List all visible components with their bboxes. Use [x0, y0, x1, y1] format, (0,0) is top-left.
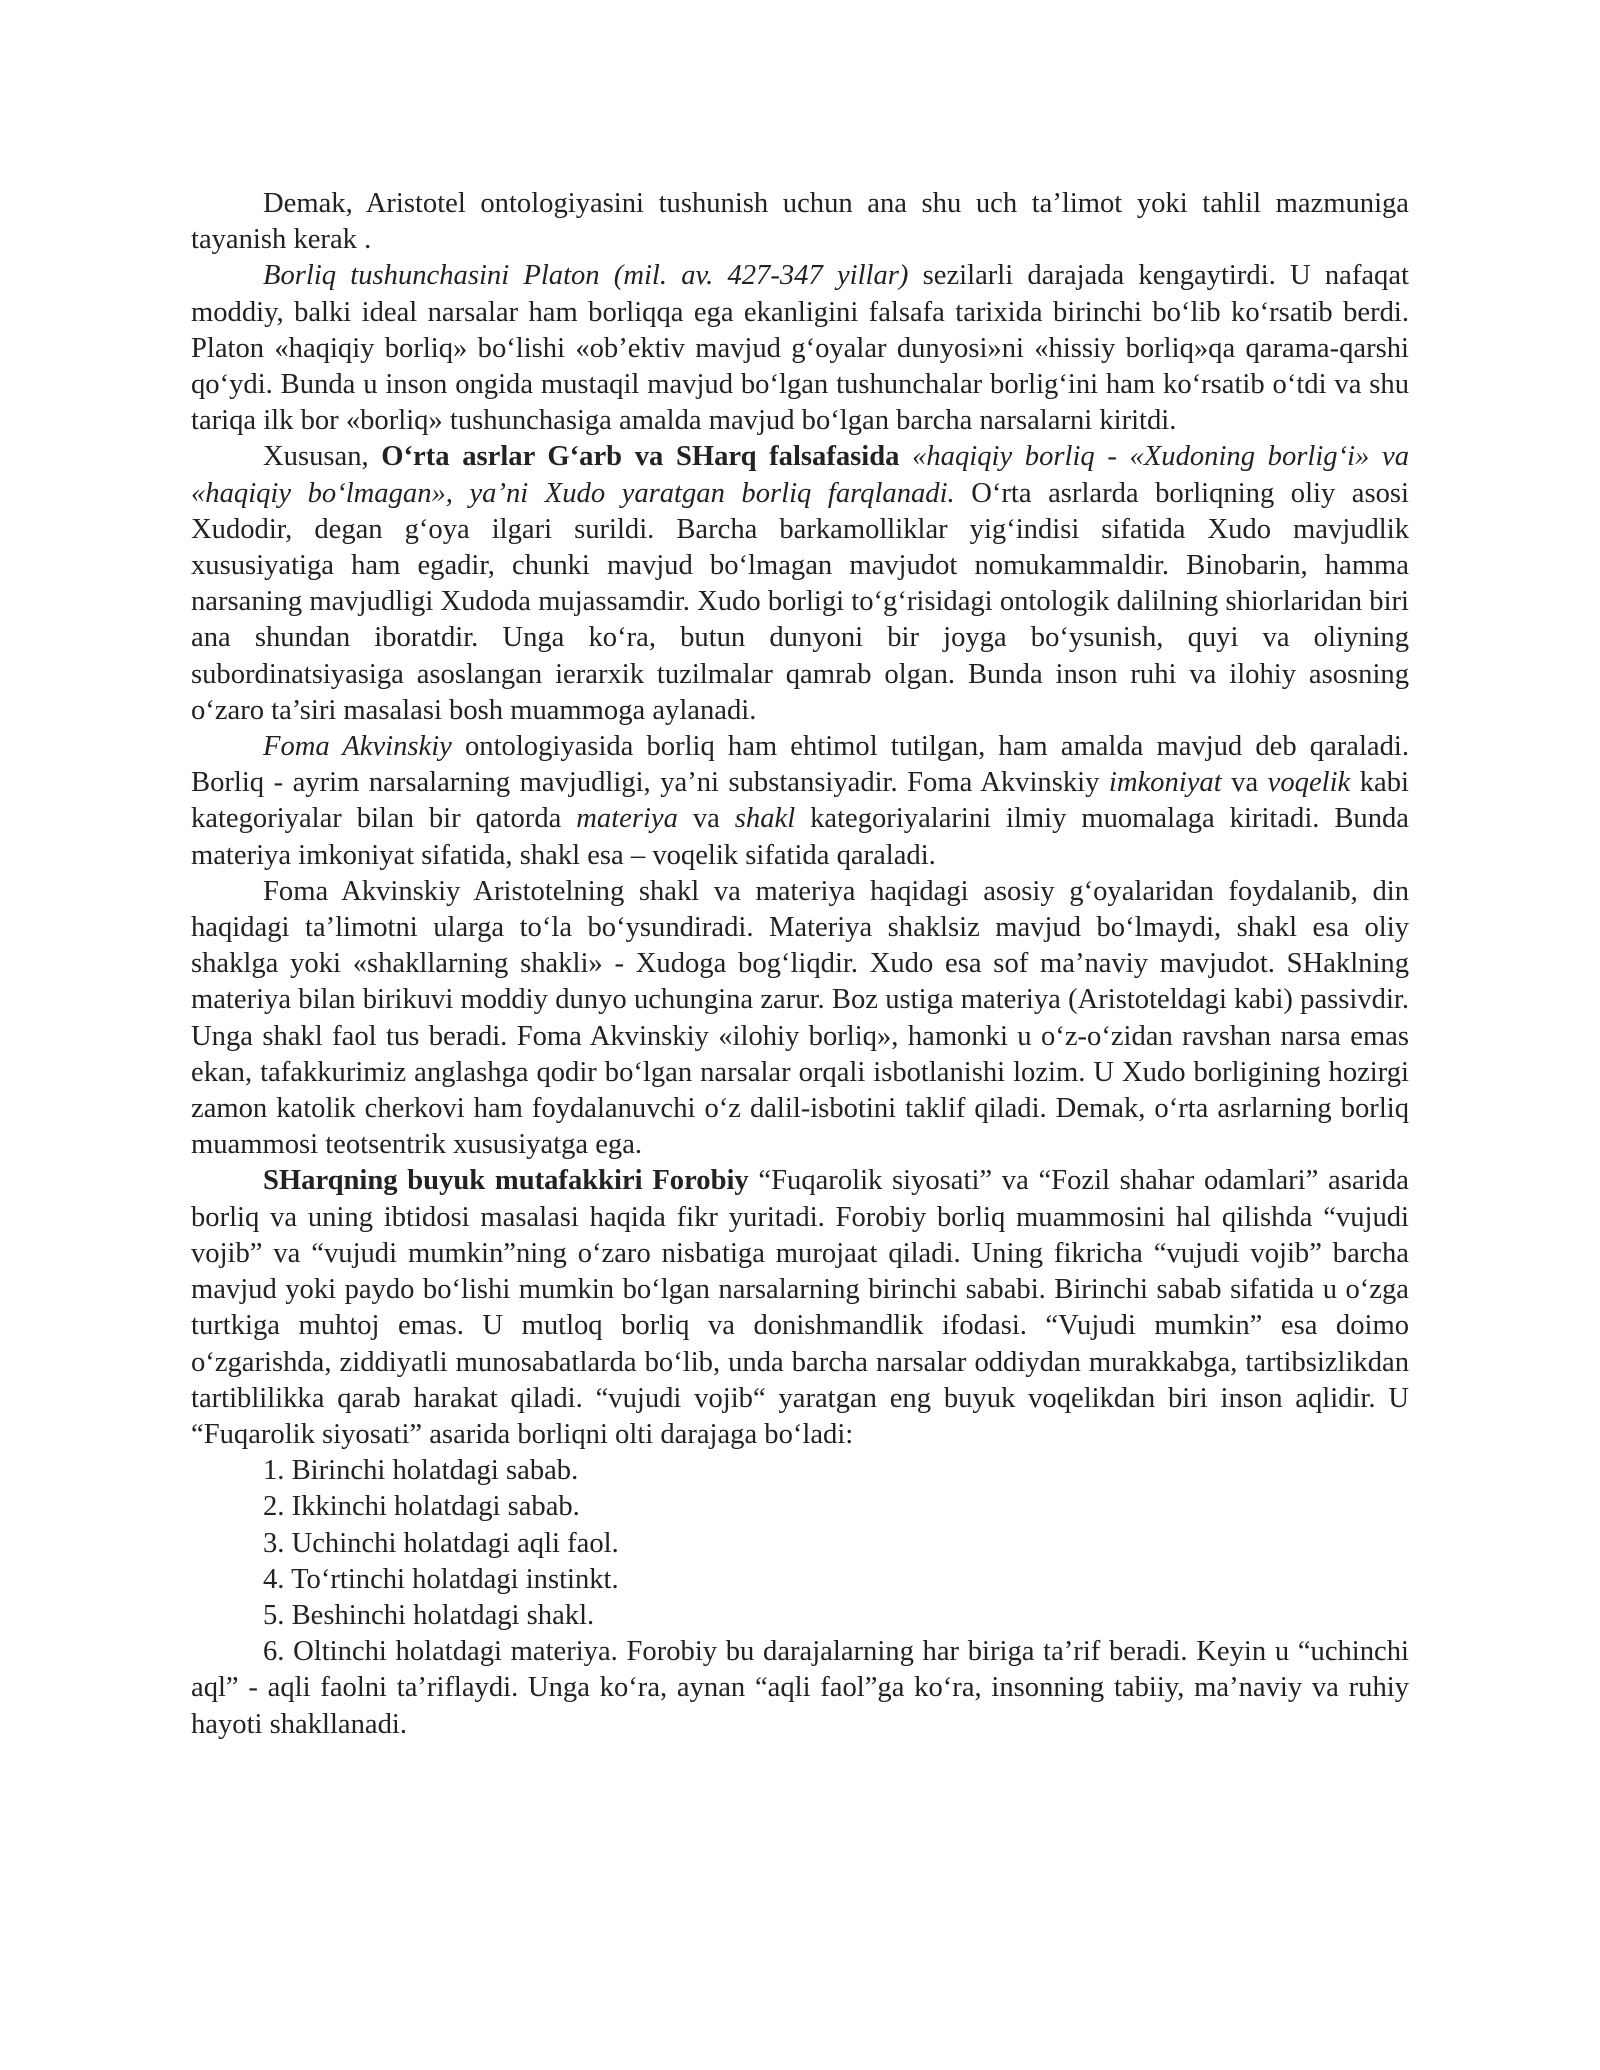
- italic-text: Foma Akvinskiy: [263, 731, 452, 763]
- list-item: 1. Birinchi holatdagi sabab.: [263, 1455, 579, 1487]
- list-item: 2. Ikkinchi holatdagi sabab.: [263, 1491, 580, 1523]
- text-run: sezilarli darajada kengaytirdi. U nafaqat moddiy, balki ideal narsalar ham borliqqa ega ekanligini falsafa tarixida birinchi bo‘lib ko‘rsatib berdi. Platon «haqiqiy borliq» bo‘lishi «ob’ektiv mavjud g‘oyalar dunyosi»ni «hissiy borliq»qa qarama-qarshi qo‘ydi. Bunda u inson ongida mustaqil mavjud bo‘lgan tushunchalar borlig‘ini ham ko‘rsatib o‘tdi va shu tariqa ilk bor «borliq» tushunchasiga amalda mavjud bo‘lgan barcha narsalarni kiritdi.: [191, 260, 1409, 437]
- text-run: kabi kategoriyalar bilan bir qatorda: [191, 767, 1409, 835]
- italic-text: «haqiqiy borliq - «Xudoning borlig‘i» va «haqiqiy bo‘lmagan», ya’ni Xudo yaratgan borliq farqlanadi.: [191, 441, 1409, 509]
- paragraph: [191, 439, 1409, 729]
- bold-text: O‘rta asrlar G‘arb va SHarq falsafasida: [381, 441, 900, 473]
- text-run: va: [677, 803, 735, 835]
- bold-text: SHarqning buyuk mutafakkiri Forobiy: [263, 1165, 749, 1197]
- text-run: [899, 441, 912, 472]
- text-run: Xususan,: [263, 441, 382, 473]
- text-run: “Fuqarolik siyosati” va “Fozil shahar odamlari” asarida borliq va uning ibtidosi masalasi haqida fikr yuritadi. Forobiy borliq muammosini hal qilishda “vujudi vojib” va “vujudi mumkin”ning o‘zaro nisbatiga murojaat qiladi. Uning fikricha “vujudi vojib” barcha mavjud yoki paydo bo‘lishi mumkin bo‘lgan narsalarning birinchi sababi. Birinchi sabab sifatida u o‘zga turtkiga muhtoj emas. U mutloq borliq va donishmandlik ifodasi. “Vujudi mumkin” esa doimo o‘zgarishda, ziddiyatli munosabatlarda bo‘lib, unda barcha narsalar oddiydan murakkabga, tartibsizlikdan tartiblilikka qarab harakat qiladi. “vujudi vojib“ yaratgan eng buyuk voqelikdan biri inson aqlidir. U “Fuqarolik siyosati” asarida borliqni olti darajaga bo‘ladi:: [191, 1165, 1409, 1450]
- text-run: va: [1221, 767, 1268, 799]
- document-page: [191, 186, 1409, 1743]
- list-item: 3. Uchinchi holatdagi aqli faol.: [263, 1527, 619, 1559]
- text-run: Demak, Aristotel ontologiyasini tushunish uchun ana shu uch ta’limot yoki tahlil mazmuniga tayanish kerak .: [191, 188, 1409, 256]
- degrees-list: [191, 1453, 1409, 1634]
- paragraph: [191, 729, 1409, 874]
- paragraph: [191, 874, 1409, 1164]
- italic-text: Borliq tushunchasini Platon (mil. av. 427-347 yillar): [263, 260, 909, 292]
- list-item: 5. Beshinchi holatdagi shakl.: [263, 1599, 595, 1631]
- text-run: ontologiyasida borliq ham ehtimol tutilgan, ham amalda mavjud deb qaraladi. Borliq - ayrim narsalarning mavjudligi, ya’ni substansiyadir. Foma Akvinskiy: [191, 731, 1410, 799]
- italic-text: shakl: [734, 803, 796, 835]
- closing-paragraph: 6. Oltinchi holatdagi materiya. Forobiy bu darajalarning har biriga ta’rif beradi. Keyin u “uchinchi aql” - aqli faolni ta’riflaydi. Unga ko‘ra, aynan “aqli faol”ga ko‘ra, insonning tabiiy, ma’naviy va ruhiy hayoti shakllanadi.: [191, 1636, 1409, 1740]
- text-run: O‘rta asrlarda borliqning oliy asosi Xudodir, degan g‘oya ilgari surildi. Barcha barkamolliklar yig‘indisi sifatida Xudo mavjudlik xususiyatiga ham egadir, chunki mavjud bo‘lmagan mavjudot nomukammaldir. Binobarin, hamma narsaning mavjudligi Xudoda mujassamdir. Xudo borligi to‘g‘risidagi ontologik dalilning shiorlaridan biri ana shundan iboratdir. Unga ko‘ra, butun dunyoni bir joyga bo‘ysunish, quyi va oliyning subordinatsiyasiga asoslangan ierarxik tuzilmalar qamrab olgan. Bunda inson ruhi va ilohiy asosning o‘zaro ta’siri masalasi bosh muammoga aylanadi.: [191, 477, 1409, 726]
- italic-text: materiya: [576, 803, 678, 835]
- list-item: 4. To‘rtinchi holatdagi instinkt.: [263, 1563, 619, 1595]
- text-run: Foma Akvinskiy Aristotelning shakl va materiya haqidagi asosiy g‘oyalaridan foydalanib, din haqidagi ta’limotni ularga to‘la bo‘ysundiradi. Materiya shaklsiz mavjud bo‘lmaydi, shakl esa oliy shaklga yoki «shakllarning shakli» - Xudoga bog‘liqdir. Xudo esa sof ma’naviy mavjudot. SHaklning materiya bilan birikuvi moddiy dunyo uchungina zarur. Boz ustiga materiya (Aristoteldagi kabi) passivdir. Unga shakl faol tus beradi. Foma Akvinskiy «ilohiy borliq», hamonki u o‘z-o‘zidan ravshan narsa emas ekan, tafakkurimiz anglashga qodir bo‘lgan narsalar orqali isbotlanishi lozim. U Xudo borligining hozirgi zamon katolik cherkovi ham foydalanuvchi o‘z dalil-isbotini taklif qiladi. Demak, o‘rta asrlarning borliq muammosi teotsentrik xususiyatga ega.: [191, 875, 1409, 1161]
- italic-text: imkoniyat: [1108, 767, 1222, 799]
- paragraph: [191, 186, 1409, 258]
- body-text: [191, 186, 1409, 1453]
- paragraph: [191, 1163, 1409, 1453]
- italic-text: voqelik: [1267, 767, 1351, 799]
- text-run: kategoriyalarini ilmiy muomalaga kiritadi. Bunda materiya imkoniyat sifatida, shakl esa – voqelik sifatida qaraladi.: [191, 803, 1410, 871]
- paragraph: [191, 258, 1409, 439]
